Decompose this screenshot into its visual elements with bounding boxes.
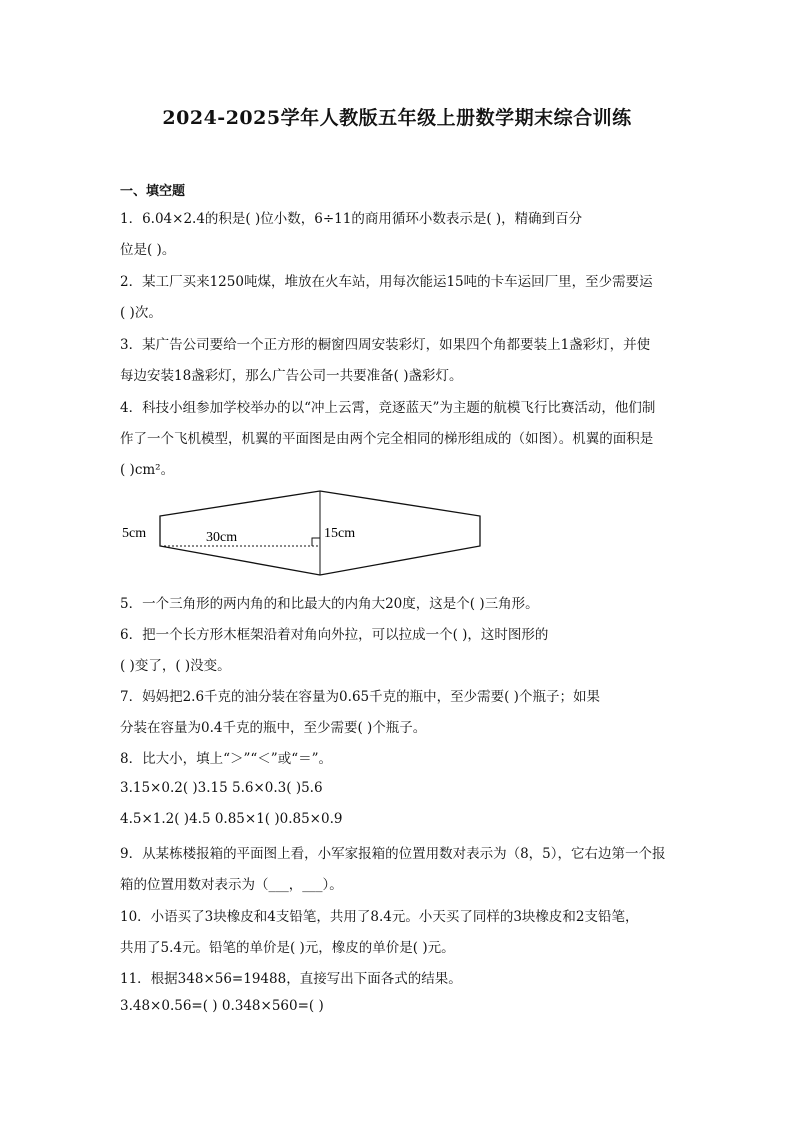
question-line: 1．6.04×2.4的积是( )位小数，6÷11的商用循环小数表示是( )，精确到百分 xyxy=(120,211,583,227)
question-line: 11．根据348×56=19488，直接写出下面各式的结果。 xyxy=(120,971,462,987)
question-line: 4.5×1.2( )4.5 0.85×1( )0.85×0.9 xyxy=(120,811,343,827)
question-line: 4．科技小组参加学校举办的以“冲上云霄，竞逐蓝天”为主题的航模飞行比赛活动，他们制 xyxy=(120,400,656,416)
question-line: 作了一个飞机模型，机翼的平面图是由两个完全相同的梯形组成的（如图）。机翼的面积是 xyxy=(120,431,654,447)
question-line: 共用了5.4元。铅笔的单价是( )元，橡皮的单价是( )元。 xyxy=(120,940,455,956)
question-line: ( )次。 xyxy=(120,305,162,321)
question-line: 8．比大小，填上“＞”“＜”或“＝”。 xyxy=(120,751,332,767)
question-line: 位是( )。 xyxy=(120,242,176,258)
question-line: 2．某工厂买来1250吨煤，堆放在火车站，用每次能运15吨的卡车运回厂里，至少需要运 xyxy=(120,274,653,290)
question-line: 6．把一个长方形木框架沿着对角向外拉，可以拉成一个( )，这时图形的 xyxy=(120,627,549,643)
label-left: 5cm xyxy=(122,526,147,541)
question-line: 3.48×0.56=( ) 0.348×560=( ) xyxy=(120,998,324,1014)
right-angle-mark xyxy=(312,538,320,546)
question-line: 10．小语买了3块橡皮和4支铅笔，共用了8.4元。小天买了同样的3块橡皮和2支铅笔， xyxy=(120,909,639,925)
question-line: 5．一个三角形的两内角的和比最大的内角大20度，这是个( )三角形。 xyxy=(120,596,539,612)
label-mid: 15cm xyxy=(324,526,356,541)
question-line: 7．妈妈把2.6千克的油分装在容量为0.65千克的瓶中，至少需要( )个瓶子；如果 xyxy=(120,689,600,705)
question-line: ( )变了，( )没变。 xyxy=(120,658,231,674)
question-line: 每边安装18盏彩灯，那么广告公司一共要准备( )盏彩灯。 xyxy=(120,368,463,384)
question-line: 3．某广告公司要给一个正方形的橱窗四周安装彩灯，如果四个角都要装上1盏彩灯，并使 xyxy=(120,337,651,353)
section-heading: 一、填空题 xyxy=(120,184,186,199)
label-bottom: 30cm xyxy=(206,530,238,545)
question-line: 9．从某栋楼报箱的平面图上看，小军家报箱的位置用数对表示为（8，5），它右边第一个报 xyxy=(120,846,666,862)
question-line: ( )cm²。 xyxy=(120,462,175,478)
question-line: 分装在容量为0.4千克的瓶中，至少需要( )个瓶子。 xyxy=(120,720,427,736)
question-line: 箱的位置用数对表示为（___，___）。 xyxy=(120,877,343,893)
page-title: 2024-2025学年人教版五年级上册数学期末综合训练 xyxy=(162,107,632,129)
question-line: 3.15×0.2( )3.15 5.6×0.3( )5.6 xyxy=(120,780,323,796)
wing-figure xyxy=(120,488,500,580)
